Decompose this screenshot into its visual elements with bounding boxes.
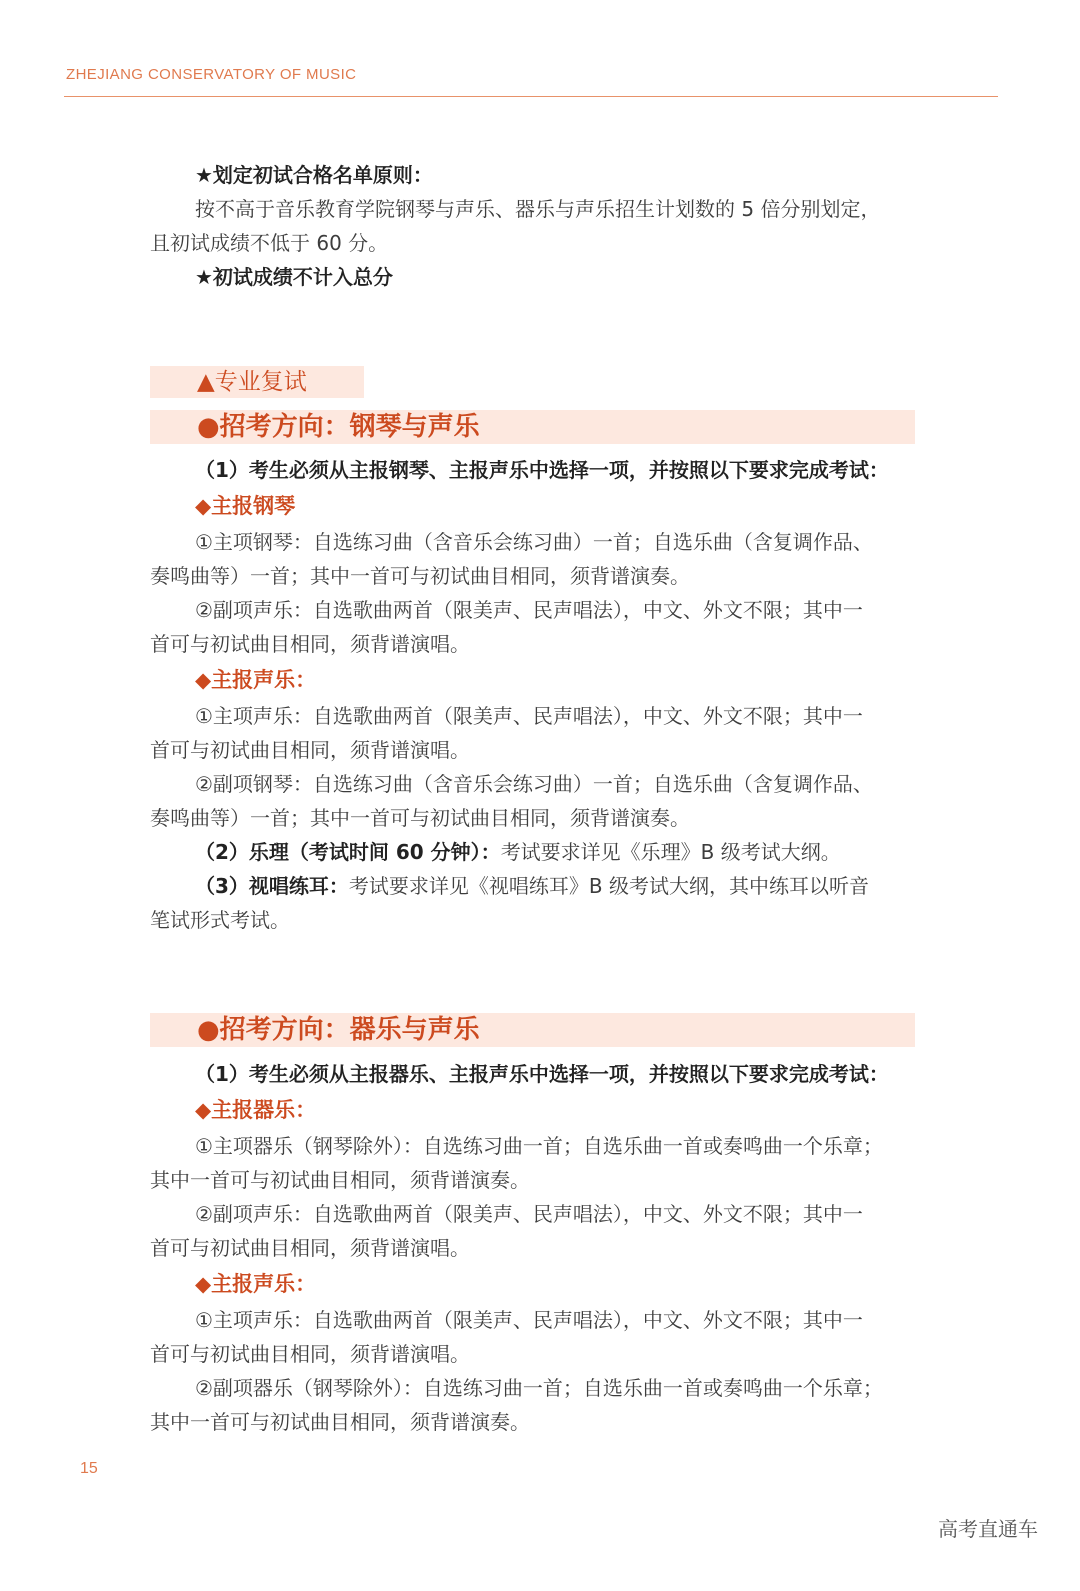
- instrument-major-heading: ◆主报器乐：: [195, 1098, 317, 1122]
- page-number: 15: [80, 1460, 98, 1477]
- header-divider: [64, 96, 998, 97]
- direction-title-instrument-vocal: ●招考方向：器乐与声乐: [197, 1015, 480, 1045]
- direction-title-bar-piano-vocal: [150, 410, 915, 444]
- direction1-requirement-2: [150, 835, 915, 869]
- requirement-2-text: 考试要求详见《乐理》B 级考试大纲。: [500, 840, 841, 864]
- vocal-major-2-item-b-line1: ②副项器乐（钢琴除外）：自选练习曲一首；自选乐曲一首或奏鸣曲一个乐章；: [195, 1376, 883, 1400]
- intro-heading-qualify: ★划定初试合格名单原则：: [195, 163, 433, 187]
- direction2-body: [150, 1057, 915, 1439]
- vocal-major-2-item-b-line2: 其中一首可与初试曲目相同，须背谱演奏。: [150, 1410, 530, 1434]
- watermark-text: 高考直通车: [938, 1517, 1038, 1541]
- intro-paragraph-line2: 且初试成绩不低于 60 分。: [150, 231, 389, 255]
- instrument-major-item-b-line2: 首可与初试曲目相同，须背谱演唱。: [150, 1236, 470, 1260]
- vocal-major-heading: ◆主报声乐：: [195, 668, 317, 692]
- piano-major-item-b-line1: ②副项声乐：自选歌曲两首（限美声、民声唱法），中文、外文不限；其中一: [195, 598, 863, 622]
- piano-major-item-a-line1: ①主项钢琴：自选练习曲（含音乐会练习曲）一首；自选乐曲（含复调作品、: [195, 530, 873, 554]
- vocal-major-heading-2: ◆主报声乐：: [195, 1272, 317, 1296]
- direction1-requirement-3-line2: 笔试形式考试。: [150, 908, 290, 932]
- requirement-3-text: 考试要求详见《视唱练耳》B 级考试大纲，其中练耳以听音: [348, 874, 869, 898]
- vocal-major-2-item-a-line2: 首可与初试曲目相同，须背谱演唱。: [150, 1342, 470, 1366]
- direction1-body: [150, 453, 915, 937]
- section-label-text: ▲专业复试: [197, 369, 307, 395]
- instrument-major-item-b-line1: ②副项声乐：自选歌曲两首（限美声、民声唱法），中文、外文不限；其中一: [195, 1202, 863, 1226]
- direction2-requirement-1: （1）考生必须从主报器乐、主报声乐中选择一项，并按照以下要求完成考试：: [195, 1062, 889, 1086]
- piano-major-item-a-line2: 奏鸣曲等）一首；其中一首可与初试曲目相同，须背谱演奏。: [150, 564, 690, 588]
- vocal-major-item-a-line2: 首可与初试曲目相同，须背谱演唱。: [150, 738, 470, 762]
- vocal-major-2-item-a-line1: ①主项声乐：自选歌曲两首（限美声、民声唱法），中文、外文不限；其中一: [195, 1308, 863, 1332]
- direction1-requirement-3: [150, 869, 915, 903]
- vocal-major-item-b-line2: 奏鸣曲等）一首；其中一首可与初试曲目相同，须背谱演奏。: [150, 806, 690, 830]
- intro-block: [150, 158, 915, 294]
- vocal-major-item-b-line1: ②副项钢琴：自选练习曲（含音乐会练习曲）一首；自选乐曲（含复调作品、: [195, 772, 873, 796]
- instrument-major-item-a-line2: 其中一首可与初试曲目相同，须背谱演奏。: [150, 1168, 530, 1192]
- intro-heading-score: ★初试成绩不计入总分: [195, 265, 393, 289]
- direction-title-piano-vocal: ●招考方向：钢琴与声乐: [197, 412, 480, 442]
- vocal-major-item-a-line1: ①主项声乐：自选歌曲两首（限美声、民声唱法），中文、外文不限；其中一: [195, 704, 863, 728]
- instrument-major-item-a-line1: ①主项器乐（钢琴除外）：自选练习曲一首；自选乐曲一首或奏鸣曲一个乐章；: [195, 1134, 883, 1158]
- requirement-3-label: （3）视唱练耳：: [195, 874, 349, 898]
- direction1-requirement-1: （1）考生必须从主报钢琴、主报声乐中选择一项，并按照以下要求完成考试：: [195, 458, 889, 482]
- piano-major-item-b-line2: 首可与初试曲目相同，须背谱演唱。: [150, 632, 470, 656]
- section-label-retest: [150, 366, 364, 398]
- intro-paragraph-line1: 按不高于音乐教育学院钢琴与声乐、器乐与声乐招生计划数的 5 倍分别划定，: [195, 197, 881, 221]
- institution-header: ZHEJIANG CONSERVATORY OF MUSIC: [66, 66, 357, 83]
- requirement-2-label: （2）乐理（考试时间 60 分钟）：: [195, 840, 501, 864]
- piano-major-heading: ◆主报钢琴: [195, 494, 296, 518]
- direction-title-bar-instrument-vocal: [150, 1013, 915, 1047]
